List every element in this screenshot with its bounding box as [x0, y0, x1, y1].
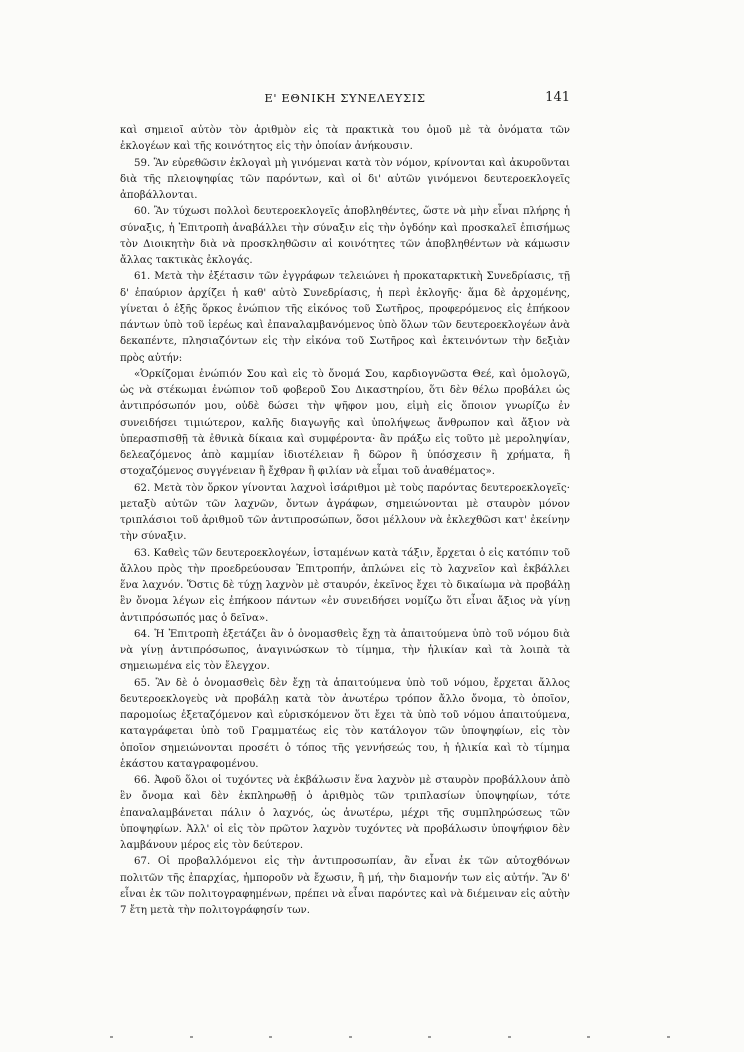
body-text — [120, 123, 570, 919]
page-number: 141 — [545, 90, 570, 105]
article-63: 63. Καθεὶς τῶν δευτεροεκλογέων, ἱσταμένων κατὰ τάξιν, ἔρχεται ὁ εἰς κατόπιν τοῦ ἄλλου πρὸς τὴν προεδρεύουσαν Ἐπιτροπήν, ἁπλώνει εἰς τὸ λαχνεῖον καὶ ἐκβάλλει ἕνα λαχνόν. Ὅστις δὲ τύχῃ λαχνὸν μὲ σταυρόν, ἐκεῖνος ἔχει τὸ δικαίωμα νὰ προβάλῃ ἓν ὄνομα λέγων εἰς ἐπήκοον πάντων «ἐν συνειδήσει νομίζω ὅτι εἶναι ἄξιος νὰ γίνῃ ἀντιπρόσωπός μας ὁ δεῖνα». — [120, 547, 570, 624]
article-60: 60. Ἂν τύχωσι πολλοὶ δευτεροεκλογεῖς ἀποβληθέντες, ὥστε νὰ μὴν εἶναι πλήρης ἡ σύναξις, ἡ Ἐπιτροπὴ ἀναβάλλει τὴν σύναξιν εἰς τὴν ὀγδόην καὶ προσκαλεῖ ἐπισήμως τὸν Διοικητὴν διὰ νὰ προσκληθῶσιν αἱ κοινότητες τῶν ἀποβληθέντων νὰ κάμωσιν ἄλλας τακτικὰς ἐκλογάς. — [120, 206, 570, 266]
article-62: 62. Μετὰ τὸν ὅρκον γίνονται λαχνοὶ ἰσάριθμοι μὲ τοὺς παρόντας δευτεροεκλογεῖς· μεταξὺ αὐτῶν τῶν λαχνῶν, ὄντων ἀγράφων, σημειώνονται μὲ σταυρὸν μόνον τριπλάσιοι τοῦ ἀριθμοῦ τῶν ἀντιπροσώπων, ὅσοι μέλλουν νὰ ἐκλεχθῶσι κατ' ἐκείνην τὴν σύναξιν. — [120, 482, 570, 543]
scan-mark — [110, 1036, 113, 1038]
scan-edge-marks — [110, 1036, 670, 1042]
running-header — [120, 91, 570, 111]
scan-mark — [269, 1036, 272, 1038]
scan-mark — [587, 1036, 590, 1038]
article-66: 66. Ἀφοῦ ὅλοι οἱ τυχόντες νὰ ἐκβάλωσιν ἕνα λαχνὸν μὲ σταυρὸν προβάλλουν ἀπὸ ἓν ὄνομα καὶ δὲν ἐκπληρωθῇ ὁ ἀριθμὸς τῶν τριπλασίων ὑποψηφίων, τότε ἐπαναλαμβάνεται πάλιν ὁ λαχνός, ὡς ἀνωτέρω, μέχρι τῆς συμπληρώσεως τῶν ὑποψηφίων. Ἀλλ' οἱ εἰς τὸν πρῶτον λαχνὸν τυχόντες νὰ προβάλωσιν ὑποψήφιον δὲν λαμβάνουν μέρος εἰς τὸν δεύτερον. — [120, 775, 570, 851]
scan-mark — [190, 1036, 193, 1038]
scan-mark — [428, 1036, 431, 1038]
scan-mark — [349, 1036, 352, 1038]
header-title: Ε' ΕΘΝΙΚΗ ΣΥΝΕΛΕΥΣΙΣ — [264, 91, 426, 105]
paragraph-continuation: καὶ σημειοῖ αὐτὸν τὸν ἀριθμὸν εἰς τὰ πρακτικὰ του ὁμοῦ μὲ τὰ ὀνόματα τῶν ἐκλογέων καὶ τῆς κοινότητος εἰς τὴν ὁποίαν ἀνήκουσιν. — [120, 125, 570, 153]
oath-quote: «Ὁρκίζομαι ἐνώπιόν Σου καὶ εἰς τὸ ὄνομά Σου, καρδιογνῶστα Θεέ, καὶ ὁμολογῶ, ὡς νὰ στέκωμαι ἐνώπιον τοῦ φοβεροῦ Σου Δικαστηρίου, ὅτι δὲν θέλω προβάλει ὡς ἀντιπρόσωπόν μου, οὐδὲ δώσει τὴν ψῆφον μου, εἰμὴ εἰς ὅποιον γνωρίζω ἐν συνειδήσει τιμιώτερον, καλῆς διαγωγῆς καὶ ὑπολήψεως ἄνθρωπον καὶ ἄξιον νὰ ὑπερασπισθῇ τὰ ἐθνικὰ δίκαια καὶ συμφέροντα· ἂν πράξω εἰς τοῦτο μὲ μεροληψίαν, δελεαζόμενος ἀπὸ καμμίαν ἰδιοτέλειαν ἢ δῶρον ἢ ὑπόσχεσιν ἢ χρήματα, ἢ στοχαζόμενος συγγένειαν ἢ ἔχθραν ἢ φιλίαν νὰ εἶμαι τοῦ ἀναθέματος». — [120, 368, 570, 478]
scan-mark — [667, 1036, 670, 1038]
article-61: 61. Μετὰ τὴν ἐξέτασιν τῶν ἐγγράφων τελειώνει ἡ προκαταρκτικὴ Συνεδρίασις, τῇ δ' ἐπαύριον ἀρχίζει ἡ καθ' αὑτὸ Συνεδρίασις, ἡ περὶ ἐκλογῆς· ἅμα δὲ ἀρχομένης, γίνεται ὁ ἑξῆς ὅρκος ἐνώπιον τῆς εἰκόνος τοῦ Σωτῆρος, προφερόμενος εἰς ἐπήκοον πάντων ὑπὸ τοῦ ἱερέως καὶ ἐπαναλαμβανόμενος ὑπὸ ὅλων τῶν δευτεροεκλογέων ἀνὰ δεκαπέντε, πλησιαζόντων εἰς τὴν εἰκόνα τοῦ Σωτῆρος καὶ ἐκτεινόντων τὴν δεξιὰν πρὸς αὐτήν: — [120, 271, 570, 364]
article-59: 59. Ἂν εὑρεθῶσιν ἐκλογαὶ μὴ γινόμεναι κατὰ τὸν νόμον, κρίνονται καὶ ἀκυροῦνται διὰ τῆς πλειοψηφίας τῶν παρόντων, καὶ οἱ δι' αὐτῶν γινόμενοι δευτεροεκλογεῖς ἀποβάλλονται. — [120, 157, 570, 201]
scan-mark — [508, 1036, 511, 1038]
article-67: 67. Οἱ προβαλλόμενοι εἰς τὴν ἀντιπροσωπίαν, ἂν εἶναι ἐκ τῶν αὐτοχθόνων πολιτῶν τῆς ἐπαρχίας, ἠμποροῦν νὰ ἔχωσιν, ἢ μή, τὴν διαμονήν των εἰς αὐτήν. Ἂν δ' εἶναι ἐκ τῶν πολιτογραφημένων, πρέπει νὰ εἶναι παρόντες καὶ νὰ διέμειναν εἰς αὐτὴν 7 ἔτη μετὰ τὴν πολιτογράφησίν των. — [120, 856, 570, 916]
article-64: 64. Ἡ Ἐπιτροπὴ ἐξετάζει ἂν ὁ ὀνομασθεὶς ἔχῃ τὰ ἀπαιτούμενα ὑπὸ τοῦ νόμου διὰ νὰ γίνῃ ἀντιπρόσωπος, ἀναγινώσκων τὸ τίμημα, τὴν ἡλικίαν καὶ τὰ λοιπὰ τὰ σημειωμένα εἰς τὸν ἔλεγχον. — [120, 628, 570, 673]
article-65: 65. Ἂν δὲ ὁ ὀνομασθεὶς δὲν ἔχῃ τὰ ἀπαιτούμενα ὑπὸ τοῦ νόμου, ἔρχεται ἄλλος δευτεροεκλογεὺς νὰ προβάλῃ κατὰ τὸν ἀνωτέρω τρόπον ἄλλο ὄνομα, τὸ ὁποῖον, παρομοίως ἐξεταζόμενον καὶ εὑρισκόμενον ὅτι ἔχει τὰ ὑπὸ τοῦ νόμου ἀπαιτούμενα, καταγράφεται ὑπὸ τοῦ Γραμματέως εἰς τὸν κατάλογον τῶν ὑποψηφίων, εἰς τὸν ὁποῖον σημειώνονται προσέτι ὁ τόπος τῆς γεννήσεώς του, ἡ ἡλικία καὶ τὸ τίμημα ἑκάστου καταγραφομένου. — [120, 677, 570, 770]
